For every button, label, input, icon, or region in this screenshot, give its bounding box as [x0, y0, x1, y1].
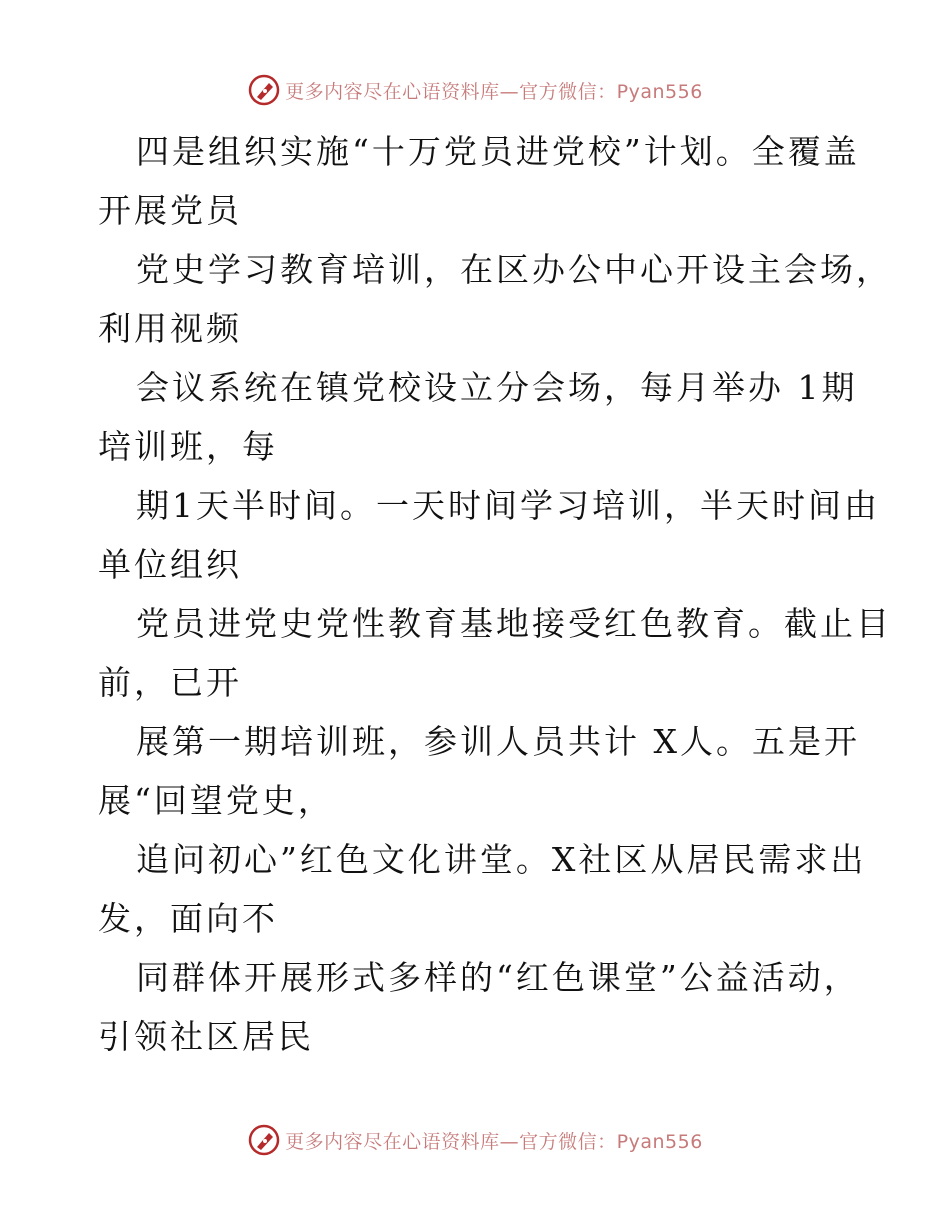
header-banner — [0, 72, 950, 108]
body-line: 同群体开展形式多样的“红色课堂”公益活动， — [136, 958, 860, 997]
body-line: 追问初心”红色文化讲堂。X社区从居民需求出 — [136, 840, 867, 879]
body-line: 发，面向不 — [98, 899, 278, 938]
body-line: 期1天半时间。一天时间学习培训，半天时间由 — [136, 486, 880, 525]
body-line: 四是组织实施“十万党员进党校”计划。全覆盖 — [136, 132, 860, 171]
document-body — [98, 122, 898, 1066]
body-line: 展“回望党史， — [98, 781, 334, 820]
body-line: 开展党员 — [98, 191, 242, 230]
body-line: 单位组织 — [98, 545, 242, 584]
body-line: 引领社区居民 — [98, 1017, 314, 1056]
footer-banner — [0, 1122, 950, 1158]
body-line: 党史学习教育培训，在区办公中心开设主会场， — [136, 250, 892, 289]
footer-banner-text: 更多内容尽在心语资料库—官方微信：Pyan556 — [285, 1130, 703, 1153]
body-line: 会议系统在镇党校设立分会场，每月举办 1期 — [136, 368, 858, 407]
pen-nib-logo-icon — [247, 1123, 281, 1157]
body-line: 展第一期培训班，参训人员共计 X人。五是开 — [136, 722, 860, 761]
header-banner-text: 更多内容尽在心语资料库—官方微信：Pyan556 — [285, 80, 703, 103]
body-line: 培训班，每 — [98, 427, 278, 466]
body-line: 利用视频 — [98, 309, 242, 348]
body-line: 前，已开 — [98, 663, 242, 702]
pen-nib-logo-icon — [247, 73, 281, 107]
body-line: 党员进党史党性教育基地接受红色教育。截止目 — [136, 604, 892, 643]
